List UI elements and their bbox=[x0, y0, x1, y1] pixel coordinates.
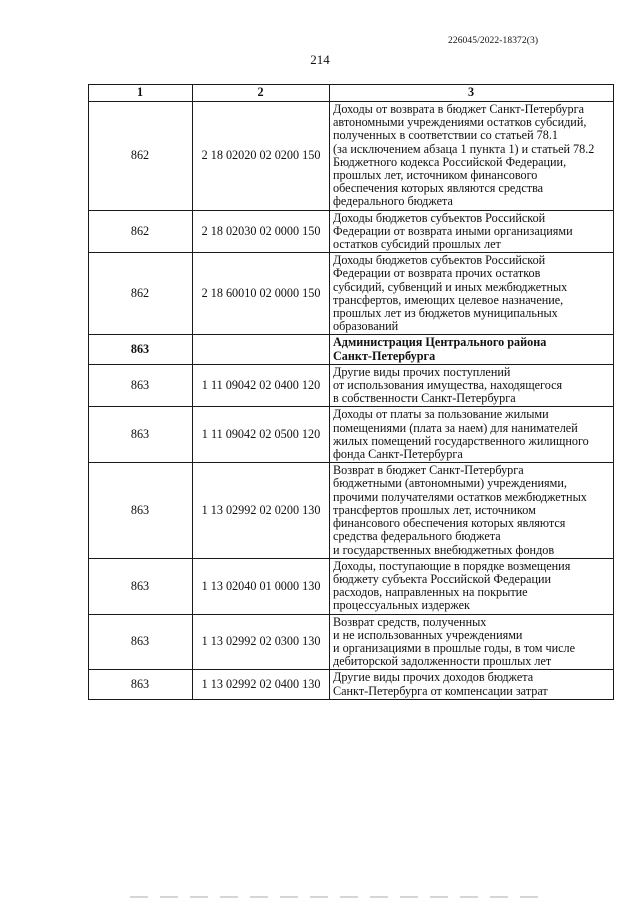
cell-description: Возврат средств, полученных и не использованных учреждениями и организациями в прошлые годы, в том числе дебиторской задолженности прошлых лет bbox=[330, 614, 614, 670]
table-row bbox=[89, 335, 614, 364]
cell-admin-code: 863 bbox=[89, 463, 193, 558]
cell-budget-code: 1 13 02040 01 0000 130 bbox=[193, 558, 330, 614]
cell-description: Доходы бюджетов субъектов Российской Федерации от возврата прочих остатков субсидий, субвенций и иных межбюджетных трансфертов, имеющих целевое назначение, прошлых лет из бюджетов муниципальных образований bbox=[330, 253, 614, 335]
cell-admin-code: 863 bbox=[89, 614, 193, 670]
cell-description: Доходы от платы за пользование жилыми помещениями (плата за наем) для нанимателей жилых помещений государственного жилищного фонда Санкт-Петербурга bbox=[330, 407, 614, 463]
page-number: 214 bbox=[310, 52, 330, 67]
table-row bbox=[89, 558, 614, 614]
cell-admin-code: 863 bbox=[89, 335, 193, 364]
table-row bbox=[89, 210, 614, 253]
cell-admin-code: 862 bbox=[89, 210, 193, 253]
header-col-1: 1 bbox=[89, 85, 193, 102]
table-row bbox=[89, 253, 614, 335]
document-id: 226045/2022-18372(3) bbox=[448, 36, 539, 46]
table-header-row bbox=[89, 85, 614, 102]
cell-description: Доходы от возврата в бюджет Санкт-Петербурга автономными учреждениями остатков субсидий, полученных в соответствии со статьей 78.1 (за исключением абзаца 1 пункта 1) и статьей 78.2 Бюджетного кодекса Российской Федерации, прошлых лет, источником финансового обеспечения которых являются средства федерального бюджета bbox=[330, 102, 614, 211]
cell-admin-code: 863 bbox=[89, 407, 193, 463]
header-col-2: 2 bbox=[193, 85, 330, 102]
header-col-3: 3 bbox=[330, 85, 614, 102]
cell-description: Доходы, поступающие в порядке возмещения бюджету субъекта Российской Федерации расходов, направленных на покрытие процессуальных издержек bbox=[330, 558, 614, 614]
table-row bbox=[89, 463, 614, 558]
cell-budget-code: 2 18 02030 02 0000 150 bbox=[193, 210, 330, 253]
cell-budget-code: 1 13 02992 02 0300 130 bbox=[193, 614, 330, 670]
cell-budget-code: 1 13 02992 02 0400 130 bbox=[193, 670, 330, 699]
cell-description: Другие виды прочих доходов бюджета Санкт-Петербурга от компенсации затрат bbox=[330, 670, 614, 699]
scan-artifact-line bbox=[130, 896, 550, 898]
cell-budget-code bbox=[193, 335, 330, 364]
cell-budget-code: 1 11 09042 02 0400 120 bbox=[193, 364, 330, 407]
cell-description: Администрация Центрального района Санкт-Петербурга bbox=[330, 335, 614, 364]
cell-budget-code: 2 18 60010 02 0000 150 bbox=[193, 253, 330, 335]
cell-admin-code: 862 bbox=[89, 253, 193, 335]
cell-admin-code: 862 bbox=[89, 102, 193, 211]
cell-admin-code: 863 bbox=[89, 364, 193, 407]
cell-budget-code: 1 11 09042 02 0500 120 bbox=[193, 407, 330, 463]
table-row bbox=[89, 364, 614, 407]
cell-description: Другие виды прочих поступлений от использования имущества, находящегося в собственности Санкт-Петербурга bbox=[330, 364, 614, 407]
cell-budget-code: 2 18 02020 02 0200 150 bbox=[193, 102, 330, 211]
table-row bbox=[89, 102, 614, 211]
cell-admin-code: 863 bbox=[89, 670, 193, 699]
cell-description: Возврат в бюджет Санкт-Петербурга бюджетными (автономными) учреждениями, прочими получателями остатков межбюджетных трансфертов прошлых лет, источником финансового обеспечения которых являются средства федерального бюджета и государственных внебюджетных фондов bbox=[330, 463, 614, 558]
budget-codes-table bbox=[88, 84, 614, 700]
cell-admin-code: 863 bbox=[89, 558, 193, 614]
table-row bbox=[89, 670, 614, 699]
cell-description: Доходы бюджетов субъектов Российской Федерации от возврата иными организациями остатков субсидий прошлых лет bbox=[330, 210, 614, 253]
table-row bbox=[89, 407, 614, 463]
table-row bbox=[89, 614, 614, 670]
cell-budget-code: 1 13 02992 02 0200 130 bbox=[193, 463, 330, 558]
